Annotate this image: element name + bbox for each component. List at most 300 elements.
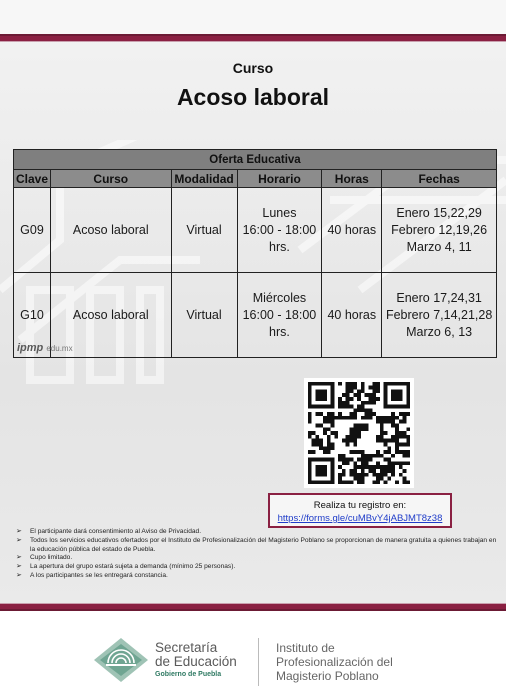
qr-module [384, 431, 388, 435]
qr-module [406, 427, 410, 431]
qr-module [331, 420, 335, 424]
column-header-clave: Clave [14, 170, 51, 188]
qr-module [353, 416, 357, 420]
qr-module [365, 473, 369, 477]
qr-module [357, 477, 361, 481]
qr-module [353, 469, 357, 473]
qr-module [312, 431, 316, 435]
qr-module [391, 439, 395, 443]
qr-module [361, 401, 365, 405]
qr-module [403, 469, 407, 473]
sep-emblem-icon [92, 636, 150, 684]
qr-module [331, 416, 335, 420]
qr-module [346, 458, 350, 462]
qr-module [380, 454, 384, 458]
qr-module [406, 442, 410, 446]
qr-module [331, 424, 335, 428]
qr-module [376, 473, 380, 477]
qr-module [380, 477, 384, 481]
qr-module [399, 465, 403, 469]
qr-module [323, 416, 327, 420]
qr-module [391, 461, 395, 465]
bullet-arrow-icon: ➢ [16, 528, 22, 535]
qr-module [406, 461, 410, 465]
qr-module [380, 431, 384, 435]
qr-module [384, 480, 388, 484]
qr-module [342, 458, 346, 462]
qr-module [372, 473, 376, 477]
qr-module [380, 439, 384, 443]
qr-module [357, 408, 361, 412]
cell-horas: 40 horas [322, 273, 382, 358]
qr-module [387, 477, 391, 481]
qr-module [353, 386, 357, 390]
registration-box [268, 493, 452, 528]
qr-module [368, 458, 372, 462]
qr-module [361, 386, 365, 390]
qr-module [338, 480, 342, 484]
qr-module [361, 405, 365, 409]
offer-table-caption: Oferta Educativa [14, 150, 497, 170]
qr-module [399, 442, 403, 446]
qr-module [308, 416, 312, 420]
cell-curso: Acoso laboral [50, 188, 171, 273]
qr-module [350, 469, 354, 473]
qr-module [346, 405, 350, 409]
list-item: ➢ Todos los servicios educativos ofertados por el Instituto de Profesionalización del Magisterio Poblano se proporcionan de manera gratuita a quienes trabajan en la educación pública del estado de Puebla. [16, 536, 497, 553]
qr-module [319, 442, 323, 446]
qr-module [323, 446, 327, 450]
qr-module [399, 420, 403, 424]
qr-module [353, 461, 357, 465]
qr-module [346, 393, 350, 397]
qr-module [395, 427, 399, 431]
qr-module [315, 412, 319, 416]
top-accent-bar [0, 34, 506, 42]
qr-module [350, 412, 354, 416]
qr-module [376, 435, 380, 439]
qr-module [368, 469, 372, 473]
cell-modalidad: Virtual [171, 273, 237, 358]
qr-module [387, 458, 391, 462]
qr-module [372, 469, 376, 473]
qr-module [403, 461, 407, 465]
qr-module [376, 461, 380, 465]
qr-module [384, 416, 388, 420]
qr-module [391, 465, 395, 469]
column-header-horas: Horas [322, 170, 382, 188]
qr-module [403, 442, 407, 446]
qr-module [327, 439, 331, 443]
list-item: ➢ El participante dará consentimiento al Aviso de Privacidad. [16, 528, 202, 535]
ipmp-watermark-brand: ipmp [17, 342, 44, 354]
cell-horas: 40 horas [322, 188, 382, 273]
qr-module [387, 439, 391, 443]
qr-module [338, 405, 342, 409]
cell-fechas [382, 273, 497, 358]
top-strip [0, 0, 506, 34]
qr-module [357, 393, 361, 397]
qr-module [319, 424, 323, 428]
qr-module [338, 465, 342, 469]
qr-module [323, 420, 327, 424]
qr-module [387, 469, 391, 473]
qr-code-icon[interactable] [304, 378, 414, 488]
qr-module [403, 477, 407, 481]
qr-module [399, 461, 403, 465]
qr-module [361, 480, 365, 484]
qr-module [315, 424, 319, 428]
qr-module [376, 480, 380, 484]
qr-module [357, 458, 361, 462]
qr-module [342, 401, 346, 405]
qr-module [368, 386, 372, 390]
qr-module [350, 450, 354, 454]
offer-table-caption-row [14, 150, 497, 170]
qr-module [327, 416, 331, 420]
qr-module [372, 386, 376, 390]
qr-module [342, 473, 346, 477]
table-row [14, 188, 497, 273]
qr-module [361, 416, 365, 420]
qr-module [361, 473, 365, 477]
qr-module [323, 427, 327, 431]
horario-time: 16:00 - 18:00 [242, 307, 317, 322]
horario-unit: hrs. [269, 239, 290, 254]
qr-module [391, 412, 395, 416]
qr-module [406, 439, 410, 443]
qr-module [391, 424, 395, 428]
qr-module [365, 465, 369, 469]
bullet-arrow-icon: ➢ [16, 563, 22, 571]
qr-module [361, 382, 365, 386]
qr-module [327, 442, 331, 446]
qr-module [376, 477, 380, 481]
qr-module [372, 393, 376, 397]
fechas-line: Febrero 7,14,21,28 [385, 307, 493, 322]
qr-module [357, 465, 361, 469]
qr-module [384, 439, 388, 443]
qr-module [387, 465, 391, 469]
qr-module [376, 382, 380, 386]
qr-module [387, 416, 391, 420]
qr-module [403, 480, 407, 484]
qr-module [395, 446, 399, 450]
qr-module [338, 473, 342, 477]
qr-module [346, 416, 350, 420]
qr-module [372, 401, 376, 405]
qr-module [361, 461, 365, 465]
offer-table-header-row [14, 170, 497, 188]
qr-module [395, 435, 399, 439]
qr-module [346, 480, 350, 484]
cell-modalidad: Virtual [171, 188, 237, 273]
qr-module [399, 431, 403, 435]
qr-module [391, 420, 395, 424]
qr-module [342, 454, 346, 458]
qr-module [387, 461, 391, 465]
qr-module [380, 424, 384, 428]
course-title: Acoso laboral [176, 84, 330, 110]
qr-module [399, 412, 403, 416]
list-item: ➢ Cupo limitado. [16, 554, 73, 562]
qr-module [395, 442, 399, 446]
qr-module [342, 405, 346, 409]
qr-module [372, 397, 376, 401]
qr-module [365, 408, 369, 412]
qr-module [365, 401, 369, 405]
qr-module [323, 450, 327, 454]
qr-module [384, 450, 388, 454]
qr-module [391, 416, 395, 420]
qr-module [353, 473, 357, 477]
qr-module [372, 465, 376, 469]
qr-module [395, 461, 399, 465]
qr-module [350, 386, 354, 390]
qr-module [395, 416, 399, 420]
qr-module [361, 454, 365, 458]
list-item: ➢ La apertura del grupo estará sujeta a demanda (mínimo 25 personas). [16, 563, 236, 571]
qr-module [338, 412, 342, 416]
qr-module [384, 469, 388, 473]
ipmp-watermark-domain: edu.mx [46, 344, 73, 353]
qr-module [380, 469, 384, 473]
qr-module [319, 446, 323, 450]
qr-module [338, 401, 342, 405]
cell-clave: G09 [14, 188, 51, 273]
column-header-modalidad: Modalidad [171, 170, 237, 188]
qr-module [365, 393, 369, 397]
qr-module [353, 382, 357, 386]
qr-module [403, 454, 407, 458]
qr-module [368, 393, 372, 397]
qr-module [350, 405, 354, 409]
qr-module [395, 424, 399, 428]
bullet-arrow-icon: ➢ [16, 571, 22, 579]
cell-clave: G10 [14, 273, 51, 358]
qr-module [391, 469, 395, 473]
qr-module [391, 435, 395, 439]
qr-module [353, 393, 357, 397]
qr-module [357, 389, 361, 393]
column-header-horario: Horario [237, 170, 322, 188]
qr-module [365, 461, 369, 465]
qr-module [327, 412, 331, 416]
qr-module [350, 480, 354, 484]
qr-module [353, 465, 357, 469]
qr-module [406, 454, 410, 458]
qr-module [353, 412, 357, 416]
qr-module [361, 408, 365, 412]
horario-time: 16:00 - 18:00 [242, 222, 317, 237]
qr-module [308, 412, 312, 416]
qr-module [361, 469, 365, 473]
list-item: ➢ A los participantes se les entregará constancia. [16, 571, 168, 579]
cell-horario [237, 273, 322, 358]
qr-module [319, 439, 323, 443]
qr-module [361, 477, 365, 481]
qr-module [384, 458, 388, 462]
qr-module [380, 416, 384, 420]
qr-module [395, 431, 399, 435]
qr-module [376, 397, 380, 401]
qr-module [350, 416, 354, 420]
qr-module [380, 473, 384, 477]
qr-module [376, 454, 380, 458]
qr-module [312, 450, 316, 454]
qr-module [342, 393, 346, 397]
qr-module [403, 420, 407, 424]
qr-module [395, 450, 399, 454]
qr-module [338, 416, 342, 420]
qr-module [403, 416, 407, 420]
bullet-arrow-icon: ➢ [16, 536, 22, 544]
qr-module [308, 450, 312, 454]
qr-module [380, 427, 384, 431]
qr-module [368, 397, 372, 401]
qr-module [376, 420, 380, 424]
qr-module [380, 435, 384, 439]
qr-module [357, 405, 361, 409]
fechas-line: Enero 15,22,29 [396, 205, 482, 220]
qr-module [399, 435, 403, 439]
qr-module [350, 458, 354, 462]
qr-module [406, 450, 410, 454]
cell-curso: Acoso laboral [50, 273, 171, 358]
registration-label: Realiza tu registro en: [313, 500, 407, 511]
qr-module [350, 397, 354, 401]
qr-module [346, 382, 350, 386]
qr-module [357, 397, 361, 401]
qr-module [308, 435, 312, 439]
qr-module [331, 442, 335, 446]
fechas-line: Enero 17,24,31 [396, 290, 482, 305]
fechas-line: Febrero 12,19,26 [391, 222, 488, 237]
qr-module [342, 416, 346, 420]
qr-module [380, 420, 384, 424]
footer-divider [258, 638, 259, 686]
qr-module [350, 382, 354, 386]
registration-link[interactable]: https://forms.gle/cuMBvY4jABJMT8z38 [277, 513, 443, 524]
qr-module [406, 435, 410, 439]
qr-module [315, 439, 319, 443]
horario-unit: hrs. [269, 324, 290, 339]
qr-module [334, 431, 338, 435]
qr-module [391, 454, 395, 458]
qr-module [395, 480, 399, 484]
qr-module [334, 435, 338, 439]
qr-module [368, 401, 372, 405]
table-row [14, 273, 497, 358]
qr-module [319, 412, 323, 416]
course-kicker: Curso [232, 60, 274, 76]
qr-module [342, 480, 346, 484]
qr-module [350, 473, 354, 477]
qr-module [365, 458, 369, 462]
qr-module [403, 412, 407, 416]
qr-module [327, 420, 331, 424]
qr-module [391, 473, 395, 477]
qr-module [361, 450, 365, 454]
qr-module [403, 450, 407, 454]
qr-module [380, 465, 384, 469]
qr-module [384, 420, 388, 424]
fechas-line: Marzo 6, 13 [406, 324, 473, 339]
qr-module [338, 382, 342, 386]
qr-module [368, 412, 372, 416]
ipmp-watermark [17, 342, 73, 354]
qr-module [331, 431, 335, 435]
qr-module [365, 454, 369, 458]
qr-module [338, 454, 342, 458]
qr-module [327, 446, 331, 450]
qr-module [353, 450, 357, 454]
qr-module [403, 435, 407, 439]
column-header-curso: Curso [50, 170, 171, 188]
qr-module [357, 480, 361, 484]
qr-module [350, 389, 354, 393]
qr-module [327, 450, 331, 454]
qr-module [368, 416, 372, 420]
qr-module [376, 416, 380, 420]
qr-module [346, 401, 350, 405]
horario-day: Miércoles [252, 290, 307, 305]
qr-module [376, 386, 380, 390]
qr-module [365, 412, 369, 416]
qr-module [387, 420, 391, 424]
qr-module [387, 450, 391, 454]
qr-module [312, 439, 316, 443]
qr-module [357, 473, 361, 477]
qr-module [331, 412, 335, 416]
footer [0, 611, 506, 690]
qr-module [372, 480, 376, 484]
qr-module [357, 450, 361, 454]
offer-table [13, 149, 497, 358]
qr-module [342, 461, 346, 465]
qr-module [403, 431, 407, 435]
qr-module [368, 454, 372, 458]
qr-module [368, 465, 372, 469]
qr-module [338, 458, 342, 462]
qr-module [323, 431, 327, 435]
qr-module [372, 454, 376, 458]
qr-module [406, 412, 410, 416]
qr-module [346, 386, 350, 390]
notes-list [16, 528, 502, 581]
qr-module [327, 435, 331, 439]
qr-module [399, 473, 403, 477]
qr-module [406, 480, 410, 484]
qr-module [308, 431, 312, 435]
horario-day: Lunes [262, 205, 297, 220]
qr-module [376, 389, 380, 393]
qr-module [376, 450, 380, 454]
qr-module [376, 439, 380, 443]
qr-module [361, 465, 365, 469]
qr-module [361, 458, 365, 462]
fechas-line: Marzo 4, 11 [406, 239, 472, 254]
qr-module [387, 446, 391, 450]
qr-module [334, 416, 338, 420]
sep-name: Secretaría de Educación [155, 640, 237, 669]
cell-fechas [382, 188, 497, 273]
qr-module [331, 446, 335, 450]
qr-module [384, 442, 388, 446]
qr-module [315, 442, 319, 446]
qr-module [384, 473, 388, 477]
qr-module [346, 461, 350, 465]
